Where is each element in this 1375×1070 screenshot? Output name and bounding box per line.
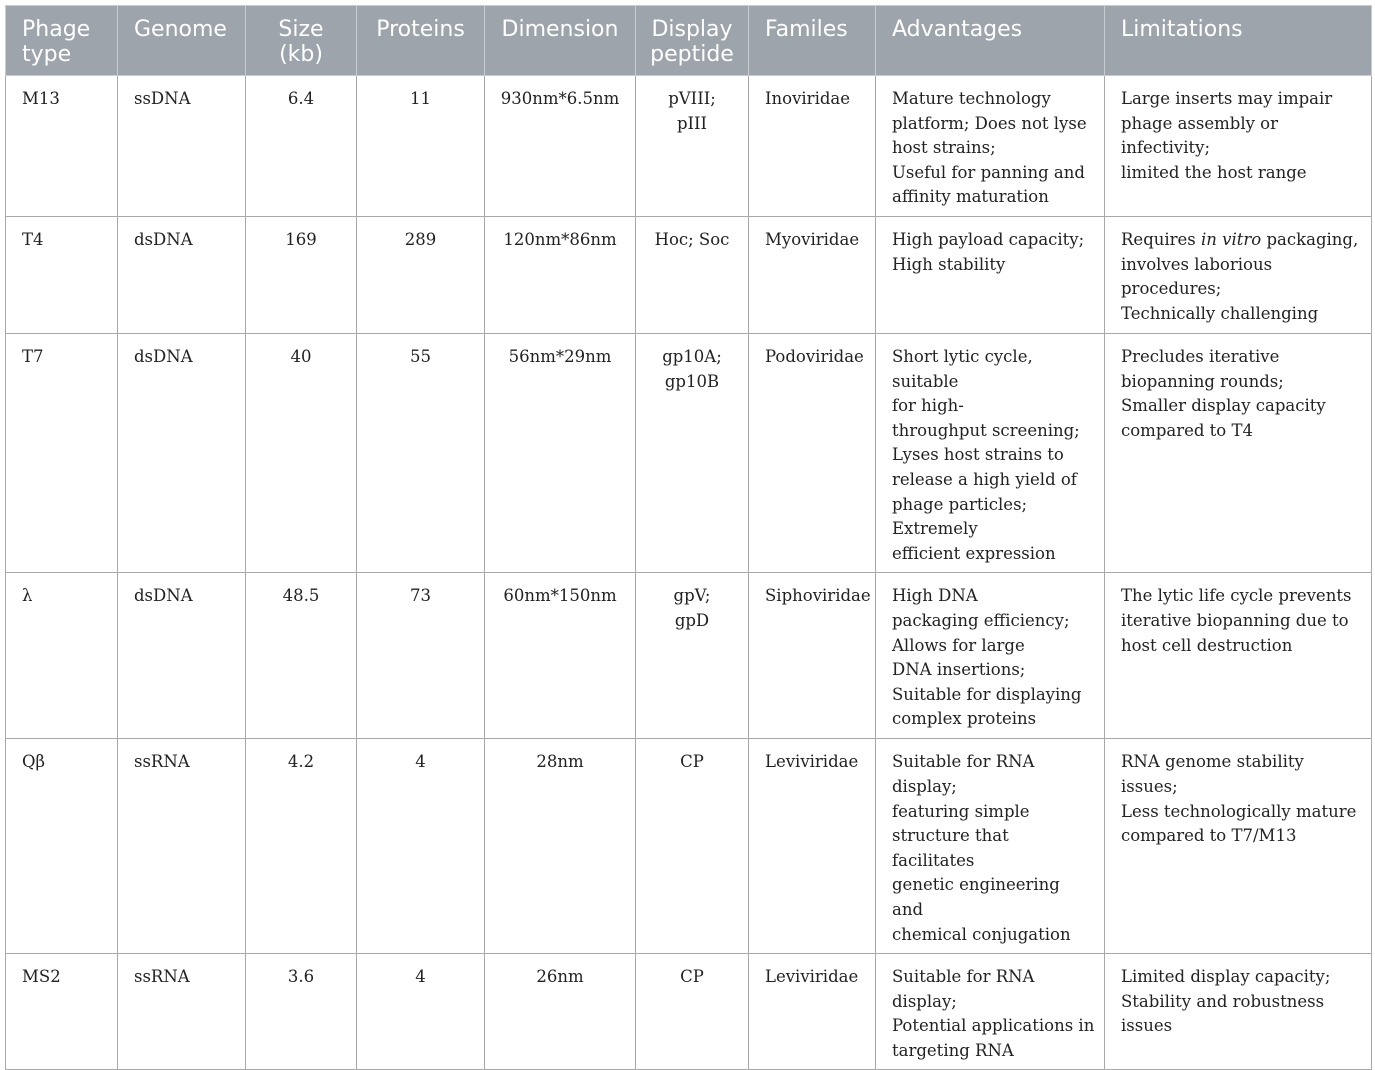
cell-proteins: 11 [357,76,485,217]
cell-dimension: 930nm*6.5nm [485,76,636,217]
cell-line: DNA insertions; [892,660,1026,680]
header-line: peptide [650,42,734,67]
cell-size: 4.2 [246,739,357,954]
cell-line: issues; [1121,776,1178,796]
cell-family: Leviviridae [749,954,876,1070]
text-segment: packaging, [1261,230,1359,249]
cell-line: gpD [674,610,710,630]
header-display-peptide [636,6,749,76]
table-row [6,739,1372,954]
cell-genome: ssDNA [118,76,246,217]
cell-line: for high- [892,396,964,416]
cell-line: Technically challenging [1121,303,1319,323]
text-segment: Requires [1121,230,1202,249]
cell-proteins: 4 [357,739,485,954]
cell-line: gp10A; [662,347,722,366]
cell-phage-type: MS2 [6,954,118,1070]
cell-advantages [876,954,1105,1070]
cell-line: infectivity; [1121,138,1211,158]
table-row [6,573,1372,739]
cell-line: Short lytic cycle, suitable [892,347,1033,391]
table-row [6,334,1372,573]
cell-line: RNA genome stability [1121,752,1304,772]
cell-line: featuring simple [892,801,1030,821]
cell-display-peptide [636,217,749,334]
cell-dimension: 28nm [485,739,636,954]
cell-size: 169 [246,217,357,334]
cell-proteins: 73 [357,573,485,739]
cell-line: Stability and robustness [1121,991,1325,1011]
cell-line: Suitable for RNA display; [892,967,1035,1011]
cell-line: iterative biopanning due to [1121,610,1349,630]
cell-advantages [876,573,1105,739]
cell-dimension: 26nm [485,954,636,1070]
cell-display-peptide [636,739,749,954]
header-line: type [22,42,72,67]
cell-phage-type: λ [6,573,118,739]
table-row [6,217,1372,334]
cell-display-peptide [636,954,749,1070]
cell-line: gp10B [664,371,720,391]
header-line: Phage [22,17,91,42]
cell-line: release a high yield of [892,469,1077,489]
table-header [6,6,1372,76]
cell-limitations [1105,739,1372,954]
cell-display-peptide [636,76,749,217]
header-phage-type [6,6,118,76]
cell-line: compared to T4 [1121,420,1253,440]
table-row [6,954,1372,1070]
cell-display-peptide [636,573,749,739]
header-proteins: Proteins [357,6,485,76]
cell-line: phage assembly or [1121,113,1279,133]
cell-line: structure that facilitates [892,826,1009,870]
cell-phage-type: M13 [6,76,118,217]
cell-line: Suitable for displaying [892,684,1082,704]
cell-line: packaging efficiency; [892,610,1070,630]
header-row [6,6,1372,76]
cell-line: affinity maturation [892,187,1049,207]
cell-family: Podoviridae [749,334,876,573]
cell-line: involves laborious [1121,254,1273,274]
cell-size: 3.6 [246,954,357,1070]
cell-size: 6.4 [246,76,357,217]
cell-dimension: 120nm*86nm [485,217,636,334]
cell-line: efficient expression [892,543,1056,563]
header-advantages: Advantages [876,6,1105,76]
cell-dimension: 56nm*29nm [485,334,636,573]
header-size [246,6,357,76]
header-genome: Genome [118,6,246,76]
header-families: Familes [749,6,876,76]
cell-dimension: 60nm*150nm [485,573,636,739]
header-line: (kb) [279,42,323,67]
header-line: Size [278,17,324,42]
cell-phage-type: Qβ [6,739,118,954]
cell-phage-type: T7 [6,334,118,573]
cell-limitations [1105,76,1372,217]
cell-proteins: 55 [357,334,485,573]
header-limitations: Limitations [1105,6,1372,76]
cell-genome: dsDNA [118,334,246,573]
cell-genome: ssRNA [118,954,246,1070]
cell-line: targeting RNA [892,1040,1014,1060]
cell-line: Suitable for RNA display; [892,752,1035,796]
cell-genome: ssRNA [118,739,246,954]
cell-limitations [1105,334,1372,573]
cell-family: Myoviridae [749,217,876,334]
header-line: Display [651,17,733,42]
cell-line: The lytic life cycle prevents [1121,586,1352,606]
cell-genome: dsDNA [118,573,246,739]
cell-family: Inoviridae [749,76,876,217]
cell-line: chemical conjugation [892,924,1071,944]
table-row [6,76,1372,217]
cell-line: Potential applications in [892,1016,1095,1036]
cell-line: pVIII; [668,89,716,108]
cell-line: pIII [676,113,708,133]
cell-advantages [876,334,1105,573]
cell-line: Mature technology [892,89,1051,108]
cell-line: Smaller display capacity [1121,396,1326,416]
cell-genome: dsDNA [118,217,246,334]
cell-limitations [1105,217,1372,334]
cell-line: Less technologically mature [1121,801,1357,821]
cell-line: issues [1121,1016,1173,1036]
cell-line: complex proteins [892,709,1037,729]
cell-limitations [1105,573,1372,739]
cell-line: host strains; [892,138,996,158]
cell-limitations [1105,954,1372,1070]
cell-advantages [876,217,1105,334]
cell-advantages [876,76,1105,217]
cell-line: biopanning rounds; [1121,371,1284,391]
table-body [6,76,1372,1070]
header-dimension: Dimension [485,6,636,76]
cell-line: CP [680,967,704,987]
cell-phage-type: T4 [6,217,118,334]
cell-line: Limited display capacity; [1121,967,1331,987]
cell-line: throughput screening; [892,420,1080,440]
cell-line: CP [680,752,704,772]
cell-line: High DNA [892,586,978,606]
cell-display-peptide [636,334,749,573]
cell-size: 48.5 [246,573,357,739]
cell-proteins: 289 [357,217,485,334]
cell-line: gpV; [673,586,711,606]
cell-line: Precludes iterative [1121,347,1280,366]
cell-line: High stability [892,254,1006,274]
cell-advantages [876,739,1105,954]
cell-line: Useful for panning and [892,162,1085,182]
italic-term: in vitro [1201,230,1262,249]
cell-line: host cell destruction [1121,635,1293,655]
cell-line: Large inserts may impair [1121,89,1333,108]
cell-line: platform; Does not lyse [892,113,1087,133]
cell-line: Hoc; Soc [654,230,730,249]
cell-line: limited the host range [1121,162,1307,182]
phage-comparison-table [5,5,1372,1070]
cell-line [1121,228,1363,253]
cell-line: Lyses host strains to [892,445,1064,465]
cell-line: genetic engineering and [892,875,1060,919]
cell-line: Allows for large [892,635,1025,655]
cell-family: Siphoviridae [749,573,876,739]
cell-line: phage particles; [892,494,1028,514]
cell-proteins: 4 [357,954,485,1070]
cell-line: compared to T7/M13 [1121,826,1297,846]
cell-size: 40 [246,334,357,573]
cell-line: procedures; [1121,279,1222,299]
cell-family: Leviviridae [749,739,876,954]
cell-line: Extremely [892,519,978,539]
cell-line: High payload capacity; [892,230,1085,249]
